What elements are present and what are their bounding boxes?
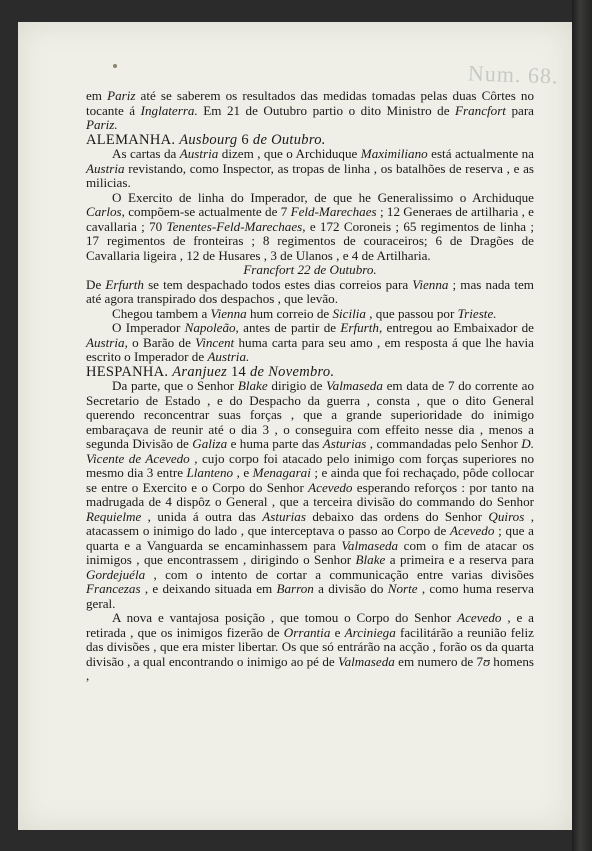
paragraph: A nova e vantajosa posição , que tomou o Corpo do Senhor Acevedo , e a retirada , que os inimigos fizerão de Orrantia e Arciniega facilitárão a reunião feliz das divisões , que era mister libertar. Os que só entrárão na acção , forão os da quarta divisão , a qual encontrando o inimigo ao pé de Valmaseda em numero de 7ʊ homens , <box>86 610 535 683</box>
article-body <box>86 89 534 684</box>
paragraph: O Exercito de linha do Imperador, de que he Generalissimo o Archiduque Carlos, compõem-se actualmente de 7 Feld-Marechaes ; 12 Generaes de artilharia , e cavallaria ; 70 Tenentes-Feld-Marechaes, e 172 Coroneis ; 65 regimentos de linha ; 17 regimentos de fronteiras ; 8 regimentos de couraceiros; 6 de Dragões de Cavallaria ligeira , 12 de Husares , 3 de Ulanos , e 4 de Artilharia. <box>86 189 534 263</box>
paragraph: Chegou tambem a Vienna hum correio de Sicilia , que passou por Trieste. <box>112 305 497 321</box>
section-heading: ALEMANHA. Ausbourg 6 de Outubro. <box>86 131 326 148</box>
number-stamp: Num. 68. <box>467 60 559 89</box>
paragraph: Da parte, que o Senhor Blake dirigio de Valmaseda em data de 7 do corrente ao Secretario de Estado , e do Despacho da guerra , consta , que o dito General querendo reconcentrar suas forças , que a grande superioridade do inimigo embaraçava de reunir até o dia 3 , o conseguira com effeito nesse dia , menos a segunda Divisão de Galiza e huma parte das Asturias , commandadas pelo Senhor D. Vicente de Acevedo , cujo corpo foi atacado pelo inimigo com forças superiores no mesmo dia 3 entre Llanteno , e Menagarai ; e ainda que foi rechaçado, pôde collocar se entre o Exercito e o Corpo do Senhor Acevedo esperando reforços : por tanto na madrugada de 4 dispôz o General , que a terceira divisão do commando do Senhor Requielme , unida á outra das Asturias debaixo das ordens do Senhor Quiros , atacassem o inimigo do lado , que interceptava o passo ao Corpo de Acevedo ; que a quarta e a Vanguarda se encaminhassem para Valmaseda com o fim de atacar os inimigos , que encontrassem , dirigindo o Senhor Blake a primeira e a reserva para Gordejuéla , com o intento de cortar a communicação entre varias divisões Francezas , e deixando situada em Barron a divisão do Norte , como huma reserva geral. <box>86 378 535 611</box>
section-heading: HESPANHA. Aranjuez 14 de Novembro. <box>86 363 335 380</box>
dateline: Francfort 22 de Outubro. <box>243 262 377 277</box>
adjacent-page-edge <box>572 0 592 851</box>
paragraph: As cartas da Austria dizem , que o Archiduque Maximiliano está actualmente na Austria revistando, como Inspector, as tropas de linha , os batalhões de reserva , e as milicias. <box>86 146 534 190</box>
paragraph: em Pariz até se saberem os resultados das medidas tomadas pelas duas Côrtes no tocante á Inglaterra. Em 21 de Outubro partio o dito Ministro de Francfort para Pariz. <box>86 88 534 132</box>
ink-mark <box>113 64 117 68</box>
paragraph: De Erfurth se tem despachado todos estes dias correios para Vienna ; mas nada tem até agora transpirado dos despachos , que levão. <box>86 276 534 306</box>
paragraph: O Imperador Napoleão, antes de partir de Erfurth, entregou ao Embaixador de Austria, o Barão de Vincent huma carta para seu amo , em resposta á que lhe havia escrito o Imperador de Austria. <box>86 320 534 364</box>
